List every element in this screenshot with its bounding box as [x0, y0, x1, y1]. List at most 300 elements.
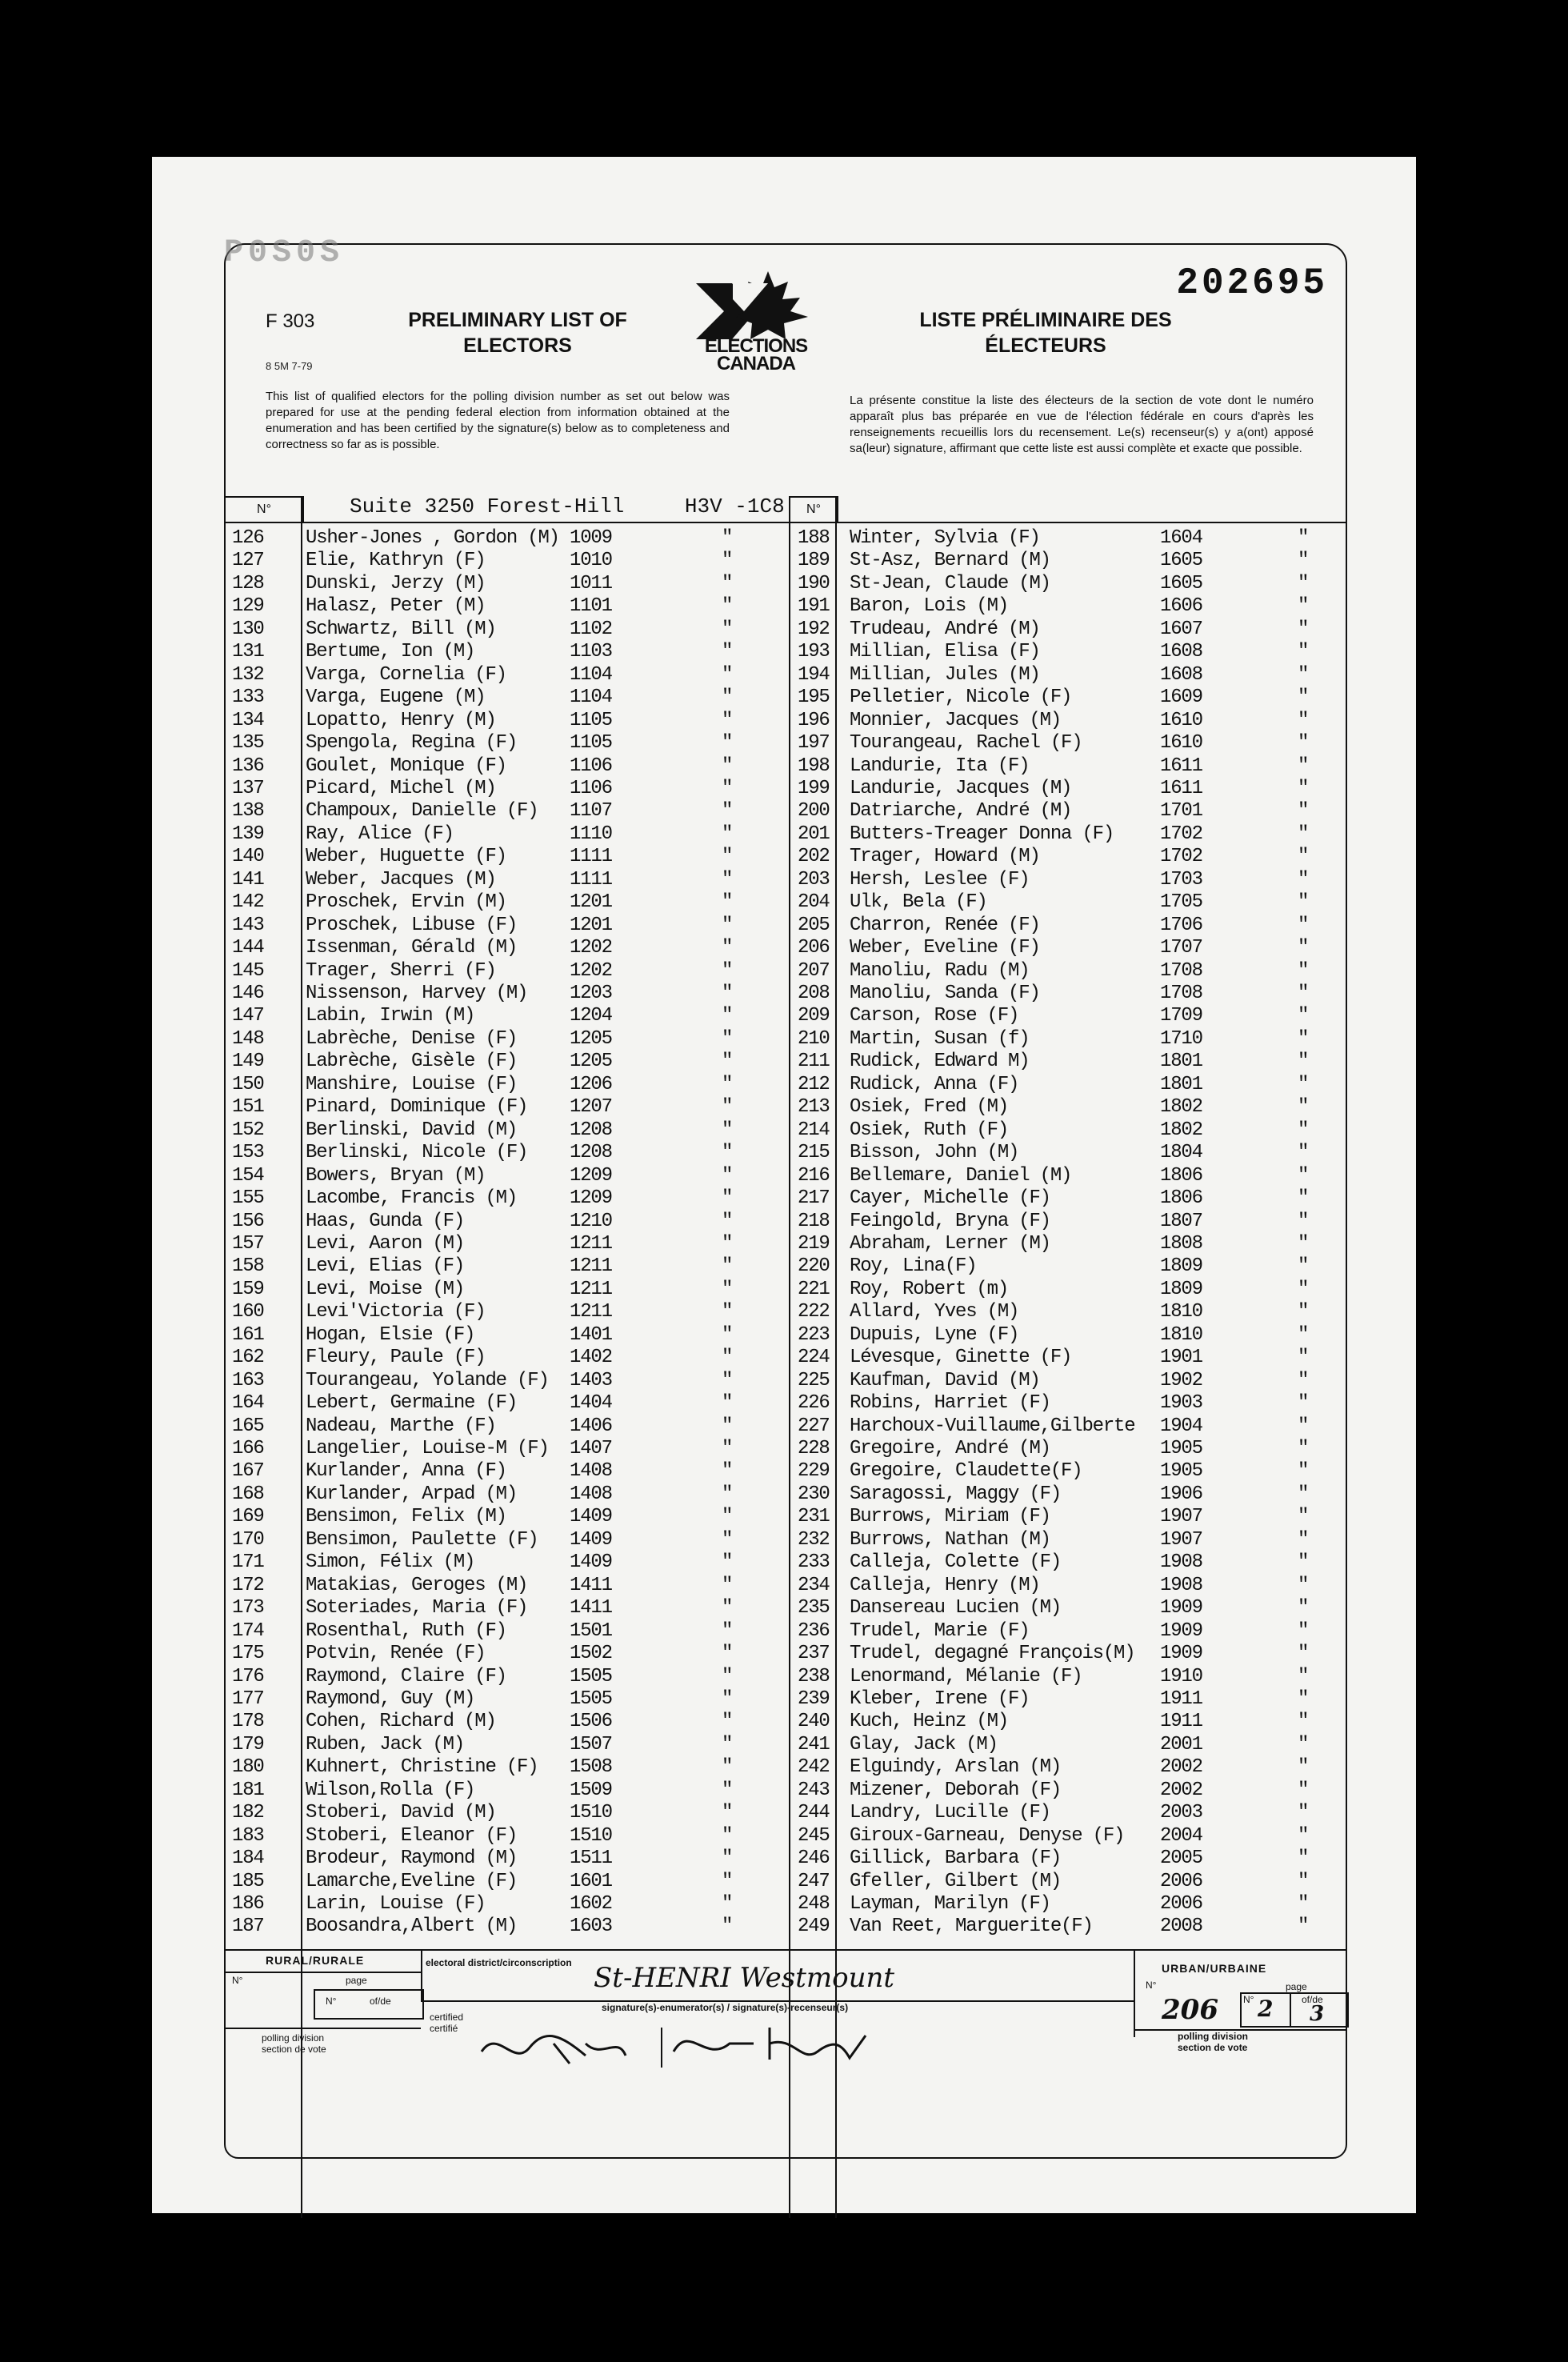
elector-name: Bisson, John (M) — [850, 1142, 1019, 1164]
elector-number: 183 — [232, 1824, 264, 1847]
ditto-mark: " — [1298, 1574, 1309, 1596]
elector-code: 2006 — [1160, 1893, 1202, 1915]
elector-code: 1009 — [570, 527, 612, 549]
elector-name: Schwartz, Bill (M) — [306, 618, 496, 640]
elector-name: Landry, Lucille (F) — [850, 1802, 1050, 1824]
elector-name: Weber, Jacques (M) — [306, 868, 496, 891]
elector-code: 1508 — [570, 1756, 612, 1779]
elector-code: 1111 — [570, 868, 612, 891]
elector-code: 1911 — [1160, 1711, 1202, 1733]
elector-number: 173 — [232, 1597, 264, 1619]
elector-row — [226, 1279, 1346, 1302]
elector-name: Brodeur, Raymond (M) — [306, 1848, 518, 1870]
elector-number: 185 — [232, 1870, 264, 1892]
elector-name: Gregoire, André (M) — [850, 1438, 1050, 1459]
ditto-mark: " — [722, 663, 733, 686]
elector-row — [226, 915, 1346, 938]
ditto-mark: " — [722, 1323, 733, 1346]
elector-code: 1710 — [1160, 1027, 1202, 1050]
elector-row — [226, 1415, 1346, 1439]
elector-name: Manshire, Louise (F) — [306, 1073, 518, 1095]
elector-row — [226, 1187, 1346, 1211]
elector-row — [226, 1734, 1346, 1757]
district-value: St-HENRI Westmount — [594, 1962, 895, 1994]
elector-code: 1801 — [1160, 1073, 1202, 1095]
ditto-mark: " — [722, 1027, 733, 1050]
elector-name: Potvin, Renée (F) — [306, 1643, 486, 1665]
elector-name: Landurie, Ita (F) — [850, 755, 1030, 777]
elector-name: Soteriades, Maria (F) — [306, 1597, 528, 1619]
ditto-mark: " — [1298, 1369, 1309, 1391]
elector-number: 190 — [798, 572, 830, 595]
rural-no-label: N° — [232, 1975, 243, 1986]
elector-code: 1909 — [1160, 1597, 1202, 1619]
district-label: electoral district/circonscription — [426, 1957, 572, 1968]
elector-code: 1606 — [1160, 595, 1202, 618]
elector-code: 1904 — [1160, 1415, 1202, 1437]
elector-row — [226, 891, 1346, 915]
elector-code: 1501 — [570, 1619, 612, 1642]
elector-row — [226, 1005, 1346, 1028]
rural-page-label: page — [346, 1975, 367, 1986]
ditto-mark: " — [1298, 823, 1309, 845]
elector-name: Elie, Kathryn (F) — [306, 550, 486, 572]
elector-code: 2002 — [1160, 1779, 1202, 1801]
elector-code: 1104 — [570, 687, 612, 709]
elector-code: 1609 — [1160, 687, 1202, 709]
intro-french: La présente constitue la liste des électeurs de la section de vote dont le numéro apparaît plus bas préparée en vue de l'élection fédérale en cours d'après les renseignements recueillis lors du recensement. Le(s) recenseur(s) y a(ont) apposé sa(leur) signature, affirmant que cette liste est aussi complète et exacte que possible. — [850, 394, 1314, 455]
elector-number: 225 — [798, 1369, 830, 1391]
footer-divider-2 — [1134, 1949, 1135, 2037]
elector-name: Lenormand, Mélanie (F) — [850, 1665, 1082, 1687]
elector-number: 159 — [232, 1278, 264, 1300]
elector-number: 182 — [232, 1802, 264, 1824]
elector-name: Rudick, Edward M) — [850, 1051, 1030, 1073]
elector-code: 1010 — [570, 550, 612, 572]
elector-number: 249 — [798, 1916, 830, 1938]
elector-name: Matakias, Geroges (M) — [306, 1574, 528, 1596]
elector-number: 228 — [798, 1438, 830, 1459]
elector-row — [226, 1074, 1346, 1097]
ditto-mark: " — [1298, 937, 1309, 959]
elector-number: 137 — [232, 777, 264, 799]
elector-name: Kleber, Irene (F) — [850, 1687, 1030, 1710]
ditto-mark: " — [722, 1733, 733, 1755]
ditto-mark: " — [1298, 1142, 1309, 1164]
elector-name: Millian, Elisa (F) — [850, 641, 1040, 663]
elector-row — [226, 755, 1346, 779]
elector-code: 1608 — [1160, 663, 1202, 686]
elector-number: 235 — [798, 1597, 830, 1619]
ditto-mark: " — [722, 755, 733, 777]
elector-code: 2006 — [1160, 1870, 1202, 1892]
elector-row — [226, 1802, 1346, 1825]
rural-of-label: of/de — [370, 1996, 391, 2007]
elector-number: 239 — [798, 1687, 830, 1710]
ditto-mark: " — [722, 1438, 733, 1459]
elector-number: 149 — [232, 1051, 264, 1073]
elector-code: 1809 — [1160, 1255, 1202, 1278]
elector-code: 1703 — [1160, 868, 1202, 891]
elector-name: Manoliu, Sanda (F) — [850, 983, 1040, 1004]
elector-row — [226, 641, 1346, 664]
elector-code: 1208 — [570, 1142, 612, 1164]
elector-number: 160 — [232, 1301, 264, 1323]
elector-number: 199 — [798, 777, 830, 799]
elector-number: 154 — [232, 1164, 264, 1187]
elector-number: 198 — [798, 755, 830, 777]
ditto-mark: " — [722, 1643, 733, 1665]
ditto-mark: " — [722, 891, 733, 914]
elector-number: 211 — [798, 1051, 830, 1073]
ditto-mark: " — [1298, 1870, 1309, 1892]
elector-number: 232 — [798, 1528, 830, 1551]
ditto-mark: " — [722, 1347, 733, 1369]
elector-number: 138 — [232, 800, 264, 823]
elector-code: 1909 — [1160, 1643, 1202, 1665]
elector-number: 186 — [232, 1893, 264, 1915]
elector-row — [226, 710, 1346, 733]
elector-number: 146 — [232, 983, 264, 1004]
title-english-line-2: ELECTORS — [463, 334, 572, 357]
ditto-mark: " — [1298, 755, 1309, 777]
elector-number: 163 — [232, 1369, 264, 1391]
elector-name: Robins, Harriet (F) — [850, 1392, 1050, 1415]
elector-row — [226, 1483, 1346, 1507]
elector-number: 219 — [798, 1232, 830, 1255]
elector-code: 1408 — [570, 1460, 612, 1483]
elector-code: 1802 — [1160, 1119, 1202, 1141]
ditto-mark: " — [722, 937, 733, 959]
elector-code: 1409 — [570, 1551, 612, 1574]
title-english — [386, 307, 650, 358]
elector-number: 201 — [798, 823, 830, 845]
ditto-mark: " — [1298, 641, 1309, 663]
title-french-line-2: ÉLECTEURS — [985, 334, 1106, 357]
elector-number: 175 — [232, 1643, 264, 1665]
ditto-mark: " — [722, 527, 733, 549]
elector-row — [226, 732, 1346, 755]
elector-row — [226, 664, 1346, 687]
elector-name: Raymond, Guy (M) — [306, 1687, 475, 1710]
elector-code: 1211 — [570, 1278, 612, 1300]
urban-polling-label-2: section de vote — [1178, 2042, 1248, 2053]
elector-row — [226, 1028, 1346, 1051]
elector-number: 217 — [798, 1187, 830, 1210]
ditto-mark: " — [722, 914, 733, 936]
elector-name: Gillick, Barbara (F) — [850, 1848, 1062, 1870]
title-french — [890, 307, 1202, 358]
elector-number: 144 — [232, 937, 264, 959]
elector-name: Saragossi, Maggy (F) — [850, 1483, 1062, 1505]
elector-name: Kaufman, David (M) — [850, 1369, 1040, 1391]
elector-name: Varga, Cornelia (F) — [306, 663, 506, 686]
elector-number: 130 — [232, 618, 264, 640]
ditto-mark: " — [1298, 1619, 1309, 1642]
elector-code: 1611 — [1160, 755, 1202, 777]
elector-code: 1110 — [570, 823, 612, 845]
ditto-mark: " — [1298, 1551, 1309, 1574]
elector-name: St-Asz, Bernard (M) — [850, 550, 1050, 572]
elector-name: Charron, Renée (F) — [850, 914, 1040, 936]
elector-name: Langelier, Louise-M (F) — [306, 1438, 549, 1459]
ditto-mark: " — [722, 1255, 733, 1278]
elector-code: 1905 — [1160, 1460, 1202, 1483]
elector-number: 191 — [798, 595, 830, 618]
elector-row — [226, 1119, 1346, 1143]
elector-name: Giroux-Garneau, Denyse (F) — [850, 1824, 1125, 1847]
ditto-mark: " — [1298, 1824, 1309, 1847]
ditto-mark: " — [1298, 1210, 1309, 1232]
ditto-mark: " — [722, 1187, 733, 1210]
ditto-mark: " — [1298, 1802, 1309, 1824]
elector-row — [226, 1688, 1346, 1711]
elector-name: Dupuis, Lyne (F) — [850, 1323, 1019, 1346]
elector-name: Berlinski, David (M) — [306, 1119, 518, 1141]
elector-number: 135 — [232, 732, 264, 755]
elector-name: Levi'Victoria (F) — [306, 1301, 486, 1323]
ditto-mark: " — [722, 1802, 733, 1824]
ditto-mark: " — [722, 1687, 733, 1710]
serial-number: 202695 — [1176, 262, 1328, 304]
elector-code: 1610 — [1160, 732, 1202, 755]
elector-row — [226, 1301, 1346, 1324]
elector-name: Issenman, Gérald (M) — [306, 937, 518, 959]
elector-code: 1505 — [570, 1665, 612, 1687]
elector-number: 236 — [798, 1619, 830, 1642]
elector-name: Allard, Yves (M) — [850, 1301, 1019, 1323]
elector-name: Landurie, Jacques (M) — [850, 777, 1072, 799]
ditto-mark: " — [722, 1574, 733, 1596]
ditto-mark: " — [722, 1597, 733, 1619]
elector-code: 1906 — [1160, 1483, 1202, 1505]
ditto-mark: " — [1298, 1665, 1309, 1687]
elector-number: 210 — [798, 1027, 830, 1050]
elector-row — [226, 1347, 1346, 1370]
elector-number: 161 — [232, 1323, 264, 1346]
polling-number: 206 — [1162, 1994, 1218, 2026]
ditto-mark: " — [1298, 914, 1309, 936]
elector-code: 1910 — [1160, 1665, 1202, 1687]
elector-number: 223 — [798, 1323, 830, 1346]
elector-name: Champoux, Danielle (F) — [306, 800, 538, 823]
ditto-mark: " — [1298, 572, 1309, 595]
elector-name: Picard, Michel (M) — [306, 777, 496, 799]
elector-number: 152 — [232, 1119, 264, 1141]
elector-number: 195 — [798, 687, 830, 709]
elector-number: 227 — [798, 1415, 830, 1437]
elector-row — [226, 1233, 1346, 1256]
elector-number: 147 — [232, 1005, 264, 1027]
elector-number: 166 — [232, 1438, 264, 1459]
elector-code: 1107 — [570, 800, 612, 823]
elector-row — [226, 1165, 1346, 1188]
elector-code: 1011 — [570, 572, 612, 595]
elector-code: 1702 — [1160, 846, 1202, 868]
elector-code: 1411 — [570, 1574, 612, 1596]
ditto-mark: " — [722, 550, 733, 572]
elector-name: Pinard, Dominique (F) — [306, 1096, 528, 1119]
ditto-mark: " — [1298, 1438, 1309, 1459]
elector-code: 1406 — [570, 1415, 612, 1437]
enumerator-signatures — [466, 2020, 882, 2076]
elector-name: Glay, Jack (M) — [850, 1733, 998, 1755]
elector-number: 140 — [232, 846, 264, 868]
elector-number: 238 — [798, 1665, 830, 1687]
page-number: 2 — [1258, 1996, 1274, 2022]
elector-row — [226, 573, 1346, 596]
elector-number: 158 — [232, 1255, 264, 1278]
elector-number: 128 — [232, 572, 264, 595]
elector-code: 1705 — [1160, 891, 1202, 914]
elector-name: Boosandra,Albert (M) — [306, 1916, 518, 1938]
elector-name: Van Reet, Marguerite(F) — [850, 1916, 1093, 1938]
elector-name: Nissenson, Harvey (M) — [306, 983, 528, 1004]
elector-name: Elguindy, Arslan (M) — [850, 1756, 1062, 1779]
elector-name: Levi, Elias (F) — [306, 1255, 465, 1278]
elector-code: 1404 — [570, 1392, 612, 1415]
footer-top-rule — [226, 1949, 1346, 1951]
ditto-mark: " — [1298, 1051, 1309, 1073]
elector-code: 2001 — [1160, 1733, 1202, 1755]
elector-name: Proschek, Libuse (F) — [306, 914, 518, 936]
elector-code: 1204 — [570, 1005, 612, 1027]
ditto-mark: " — [722, 1301, 733, 1323]
elector-name: Datriarche, André (M) — [850, 800, 1072, 823]
elector-name: Fleury, Paule (F) — [306, 1347, 486, 1369]
elector-number: 194 — [798, 663, 830, 686]
elector-code: 1102 — [570, 618, 612, 640]
elector-code: 1607 — [1160, 618, 1202, 640]
elector-number: 245 — [798, 1824, 830, 1847]
elector-number: 205 — [798, 914, 830, 936]
elector-name: Rudick, Anna (F) — [850, 1073, 1019, 1095]
ditto-mark: " — [1298, 1232, 1309, 1255]
elector-name: Millian, Jules (M) — [850, 663, 1040, 686]
ditto-mark: " — [722, 618, 733, 640]
elector-code: 1509 — [570, 1779, 612, 1801]
elector-number: 207 — [798, 959, 830, 982]
ditto-mark: " — [1298, 1119, 1309, 1141]
elector-number: 134 — [232, 709, 264, 731]
ditto-mark: " — [1298, 1005, 1309, 1027]
elector-code: 1507 — [570, 1733, 612, 1755]
elector-number: 180 — [232, 1756, 264, 1779]
elector-code: 1902 — [1160, 1369, 1202, 1391]
address-line — [350, 494, 785, 518]
elector-row — [226, 1916, 1346, 1939]
elector-number: 241 — [798, 1733, 830, 1755]
ditto-mark: " — [1298, 527, 1309, 549]
elector-number: 234 — [798, 1574, 830, 1596]
ditto-mark: " — [1298, 1779, 1309, 1801]
elector-number: 248 — [798, 1893, 830, 1915]
ditto-mark: " — [1298, 1528, 1309, 1551]
elector-name: Calleja, Colette (F) — [850, 1551, 1062, 1574]
ditto-mark: " — [1298, 1597, 1309, 1619]
elector-number: 187 — [232, 1916, 264, 1938]
ditto-mark: " — [722, 1756, 733, 1779]
ditto-mark: " — [722, 709, 733, 731]
elector-name: Lamarche,Eveline (F) — [306, 1870, 518, 1892]
elector-code: 1909 — [1160, 1619, 1202, 1642]
ditto-mark: " — [722, 1870, 733, 1892]
elector-name: Kuhnert, Christine (F) — [306, 1756, 538, 1779]
elector-name: Stoberi, David (M) — [306, 1802, 496, 1824]
elector-code: 1505 — [570, 1687, 612, 1710]
elector-code: 2005 — [1160, 1848, 1202, 1870]
elector-number: 203 — [798, 868, 830, 891]
elector-number: 215 — [798, 1142, 830, 1164]
elector-number: 171 — [232, 1551, 264, 1574]
elector-number: 139 — [232, 823, 264, 845]
ditto-mark: " — [722, 641, 733, 663]
ditto-mark: " — [722, 959, 733, 982]
elector-code: 1401 — [570, 1323, 612, 1346]
elector-code: 1211 — [570, 1255, 612, 1278]
urban-page-label: page — [1286, 1981, 1307, 1992]
electors-list-form — [224, 235, 1347, 2159]
ditto-mark: " — [1298, 1711, 1309, 1733]
elector-number: 192 — [798, 618, 830, 640]
elector-code: 1206 — [570, 1073, 612, 1095]
rural-polling-label-2: section de vote — [262, 2044, 326, 2055]
intro-english: This list of qualified electors for the polling division number as set out below was prepared for use at the pending federal election from information obtained at the enumeration and has been certified by the signature(s) below as to completeness and correctness so far as is possible. — [266, 390, 730, 451]
ditto-mark: " — [1298, 1460, 1309, 1483]
elector-row — [226, 1643, 1346, 1666]
ditto-mark: " — [1298, 777, 1309, 799]
elector-name: Rosenthal, Ruth (F) — [306, 1619, 506, 1642]
elector-row — [226, 823, 1346, 847]
elector-code: 1105 — [570, 732, 612, 755]
elector-code: 1810 — [1160, 1301, 1202, 1323]
elector-name: Gfeller, Gilbert (M) — [850, 1870, 1062, 1892]
elector-number: 214 — [798, 1119, 830, 1141]
ditto-mark: " — [722, 1779, 733, 1801]
elector-name: Bertume, Ion (M) — [306, 641, 475, 663]
elector-number: 162 — [232, 1347, 264, 1369]
ballot-form-paper — [152, 157, 1416, 2213]
ditto-mark: " — [1298, 983, 1309, 1004]
page-of: 3 — [1310, 2002, 1325, 2026]
elector-number: 188 — [798, 527, 830, 549]
elector-number: 197 — [798, 732, 830, 755]
elector-name: Levi, Aaron (M) — [306, 1232, 465, 1255]
ditto-mark: " — [1298, 732, 1309, 755]
elector-code: 1708 — [1160, 983, 1202, 1004]
ditto-mark: " — [722, 1369, 733, 1391]
ditto-mark: " — [722, 1415, 733, 1437]
elector-code: 1409 — [570, 1528, 612, 1551]
elector-number: 169 — [232, 1506, 264, 1528]
elector-row — [226, 1324, 1346, 1347]
ditto-mark: " — [1298, 1096, 1309, 1119]
elector-name: Labrèche, Gisèle (F) — [306, 1051, 518, 1073]
elector-row — [226, 1460, 1346, 1483]
ditto-mark: " — [1298, 687, 1309, 709]
elector-code: 1510 — [570, 1802, 612, 1824]
elector-code: 1407 — [570, 1438, 612, 1459]
ditto-mark: " — [722, 983, 733, 1004]
elector-name: Labrèche, Denise (F) — [306, 1027, 518, 1050]
elector-number: 229 — [798, 1460, 830, 1483]
elector-number: 150 — [232, 1073, 264, 1095]
elector-name: Simon, Félix (M) — [306, 1551, 475, 1574]
elector-code: 1106 — [570, 755, 612, 777]
elector-code: 1202 — [570, 959, 612, 982]
elector-name: Trudel, degagné François(M) — [850, 1643, 1135, 1665]
ditto-mark: " — [1298, 1916, 1309, 1938]
